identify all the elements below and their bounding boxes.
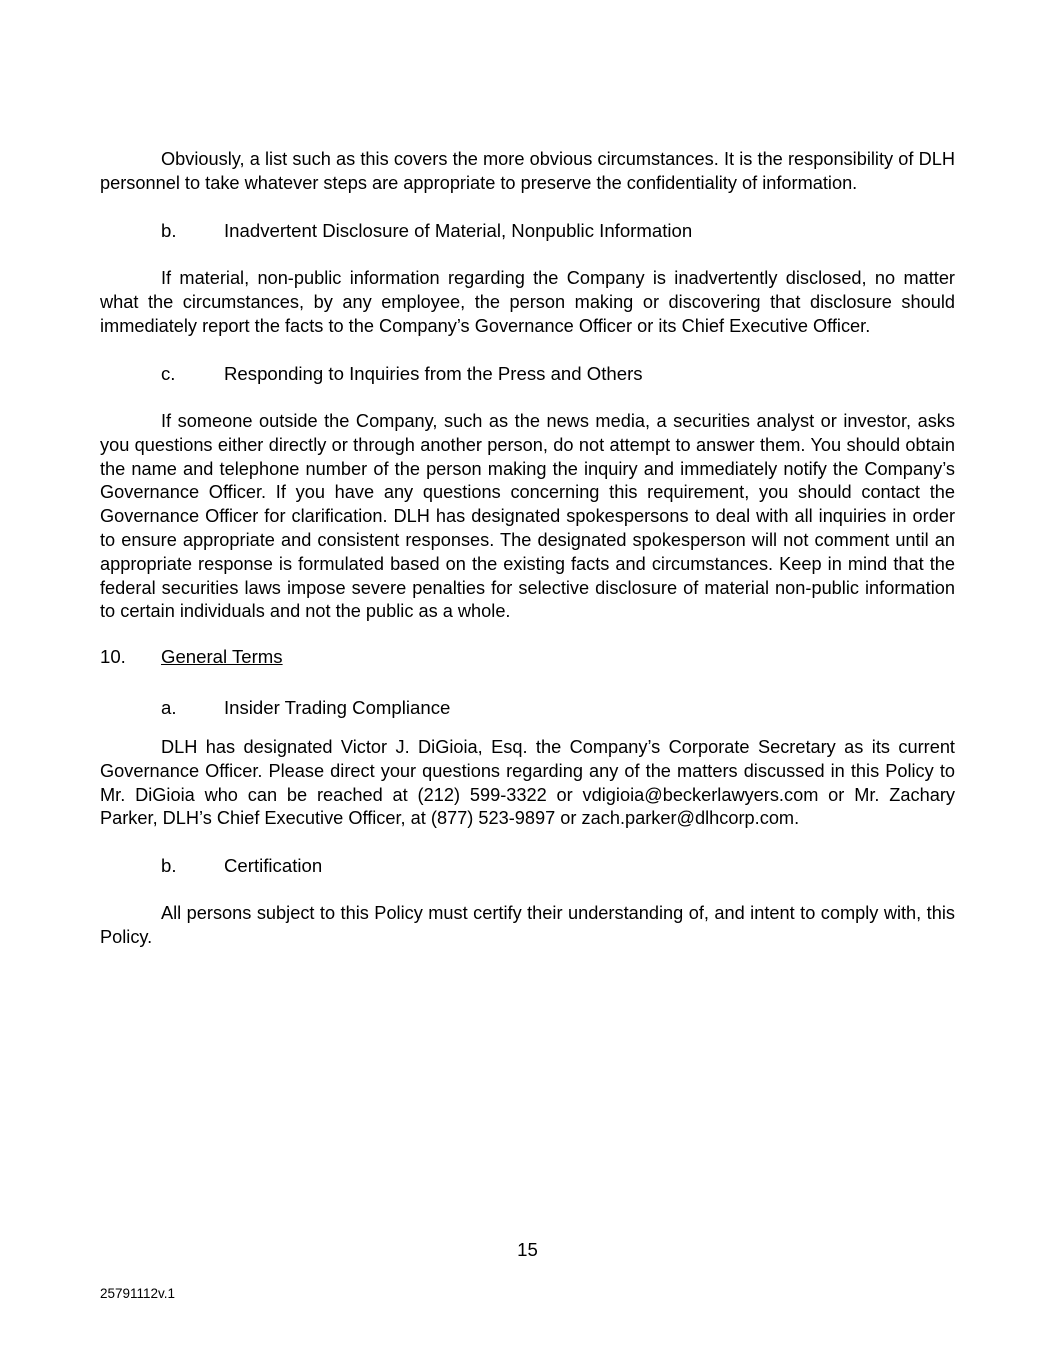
subsection-letter: b. (161, 855, 177, 876)
paragraph-governance-officer: DLH has designated Victor J. DiGioia, Esq. the Company’s Corporate Secretary as its current Governance Officer. Please direct your questions regarding any of the matters discussed in this Policy to Mr. DiGioia who can be reached at (212) 599-3322 or vdigioia@beckerlawyers.com or Mr. Zachary Parker, DLH’s Chief Executive Officer, at (877) 523-9897 or zach.parker@dlhcorp.com. (100, 737, 955, 829)
document-id: 25791112v.1 (100, 1286, 176, 1301)
paragraph-confidentiality: Obviously, a list such as this covers the more obvious circumstances. It is the responsibility of DLH personnel to take whatever steps are appropriate to preserve the confidentiality of information. (100, 149, 955, 193)
paragraph-inadvertent-disclosure: If material, non-public information regarding the Company is inadvertently disclosed, no matter what the circumstances, by any employee, the person making or discovering that disclosure should immediately report the facts to the Company’s Governance Officer or its Chief Executive Officer. (100, 268, 955, 336)
subsection-title: Inadvertent Disclosure of Material, Nonpublic Information (224, 220, 693, 241)
subsection-title: Responding to Inquiries from the Press and Others (224, 363, 643, 384)
paragraph-responding-inquiries: If someone outside the Company, such as the news media, a securities analyst or investor, asks you questions either directly or through another person, do not attempt to answer them. You should obtain the name and telephone number of the person making the inquiry and immediately notify the Company’s Governance Officer. If you have any questions concerning this requirement, you should contact the Governance Officer for clarification. DLH has designated spokespersons to deal with all inquiries in order to ensure appropriate and consistent responses. The designated spokesperson will not comment until an appropriate response is formulated based on the existing facts and circumstances. Keep in mind that the federal securities laws impose severe penalties for selective disclosure of material non-public information to certain individuals and not the public as a whole. (100, 411, 955, 622)
subsection-title: Certification (224, 855, 323, 876)
section-number: 10. (100, 646, 126, 667)
subsection-title: Insider Trading Compliance (224, 697, 451, 718)
subsection-letter: b. (161, 220, 177, 241)
subsection-letter: a. (161, 697, 177, 718)
page-number: 15 (517, 1239, 538, 1260)
paragraph-certification: All persons subject to this Policy must certify their understanding of, and intent to comply with, this Policy. (100, 903, 955, 947)
subsection-letter: c. (161, 363, 176, 384)
section-title: General Terms (161, 646, 283, 667)
